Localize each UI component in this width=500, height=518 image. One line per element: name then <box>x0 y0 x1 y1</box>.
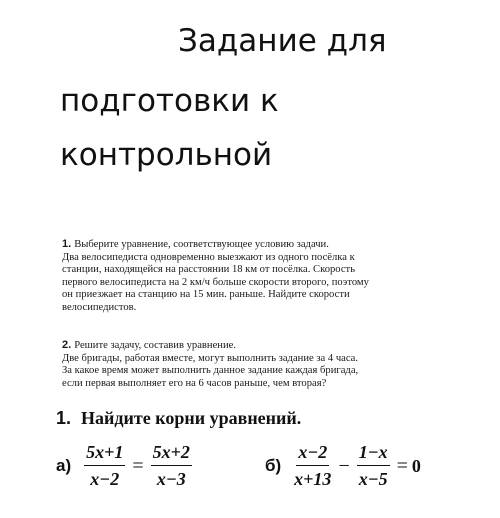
page-title-line-3: контрольной <box>60 137 273 173</box>
equation-b-result: 0 <box>411 455 421 476</box>
task-2-number: 2. <box>62 339 72 351</box>
task-1-number: 1. <box>62 238 72 250</box>
task-1 <box>62 238 442 315</box>
fraction-denominator: x−3 <box>156 469 186 489</box>
fraction-denominator: x−2 <box>90 469 120 489</box>
task-1-line-5: он приезжает на станцию на 15 мин. раньше. Найдите скорости <box>62 289 350 301</box>
equation-a-label: а) <box>56 456 72 475</box>
task-2-line-3: За какое время может выполнить данное задание каждая бригада, <box>62 365 359 377</box>
task-1-line-3: станции, находящейся на расстоянии 18 км от посёлка. Скорость <box>62 264 356 276</box>
task-1-line-2: Два велосипедиста одновременно выезжают из одного посёлка к <box>62 251 355 263</box>
fraction-numerator: 1−x <box>357 442 390 466</box>
task-2-instruction: Решите задачу, составив уравнение. <box>74 340 236 351</box>
page-title-line-2: подготовки к <box>60 83 279 119</box>
equation-a-left-fraction <box>84 442 125 490</box>
equation-b-label: б) <box>265 456 282 475</box>
equations-number: 1. <box>56 408 72 428</box>
fraction-denominator: x−5 <box>358 469 388 489</box>
equations-heading-text: Найдите корни уравнений. <box>81 408 302 428</box>
task-2-line-1 <box>62 339 442 353</box>
minus-sign: − <box>338 454 350 477</box>
task-2-line-2: Две бригады, работая вместе, могут выполнить задание за 4 часа. <box>62 352 359 364</box>
equation-b <box>265 442 421 490</box>
equals-sign: = <box>132 454 144 477</box>
fraction-denominator: x+13 <box>294 469 332 489</box>
fraction-numerator: 5x+2 <box>151 442 192 466</box>
equals-sign: = <box>396 454 408 477</box>
task-2 <box>62 339 442 390</box>
equation-a-right-fraction <box>151 442 192 490</box>
fraction-numerator: x−2 <box>296 442 329 466</box>
task-1-line-1 <box>62 238 442 252</box>
page-title-line-1: Задание для <box>178 23 387 59</box>
equation-b-left-fraction <box>294 442 331 490</box>
task-1-line-4: первого велосипедиста на 2 км/ч больше скорости второго, поэтому <box>62 276 369 288</box>
task-2-line-4: если первая выполняет его на 6 часов раньше, чем вторая? <box>62 377 327 389</box>
task-1-line-6: велосипедистов. <box>62 301 137 313</box>
equations-heading <box>56 408 301 429</box>
equation-b-right-fraction <box>357 442 390 490</box>
task-1-instruction: Выберите уравнение, соответствующее условию задачи. <box>74 239 329 250</box>
fraction-numerator: 5x+1 <box>84 442 125 466</box>
equation-a <box>56 442 195 490</box>
